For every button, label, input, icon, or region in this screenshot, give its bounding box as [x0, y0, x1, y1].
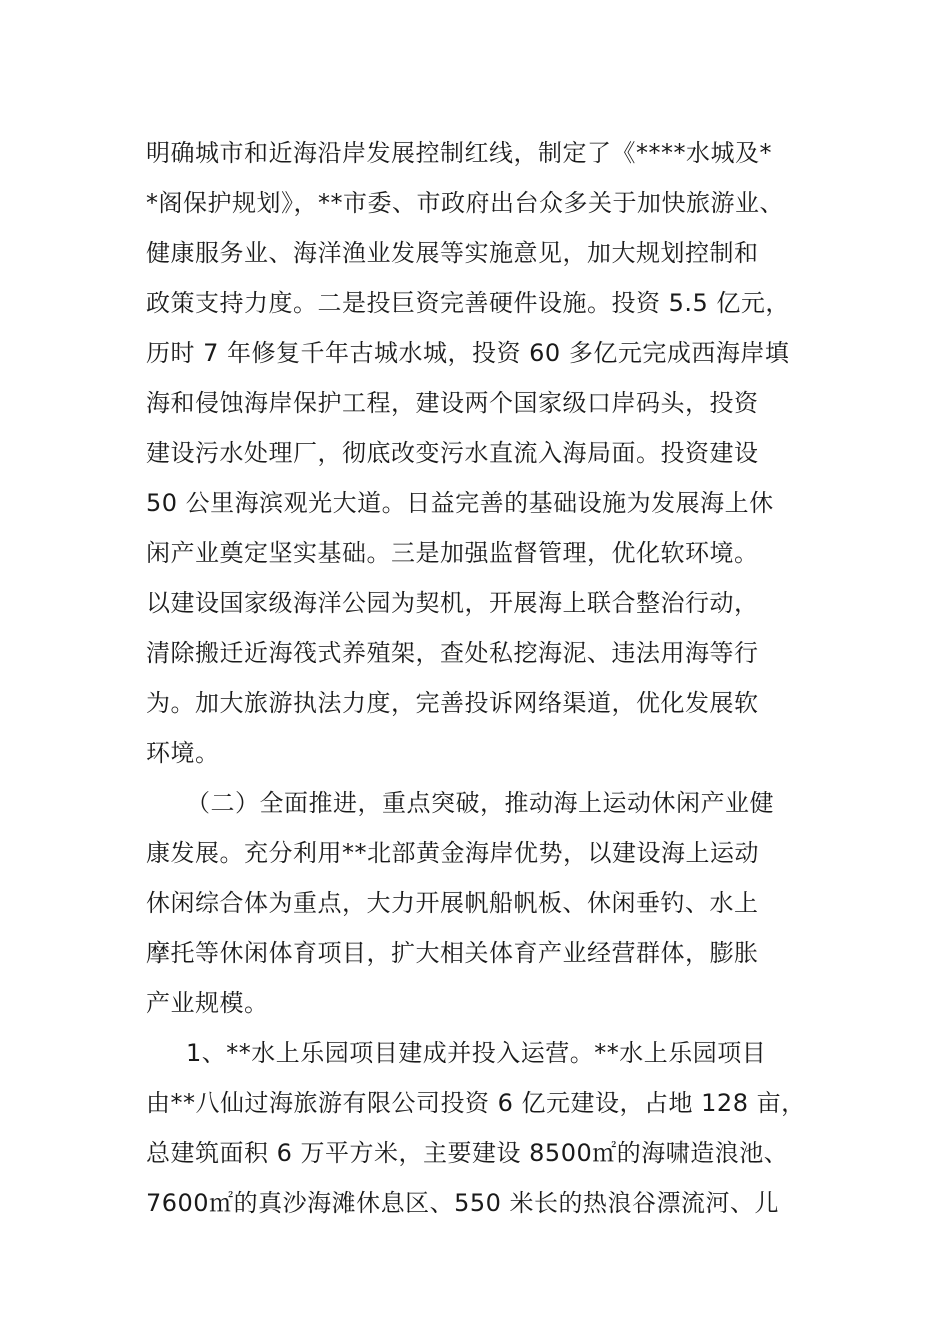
- paragraph-line: 清除搬迁近海筏式养殖架，查处私挖海泥、违法用海等行: [146, 639, 759, 667]
- paragraph-line: 海和侵蚀海岸保护工程，建设两个国家级口岸码头，投资: [146, 389, 759, 417]
- paragraph-line: 产业规模。: [146, 989, 269, 1017]
- paragraph-line: 以建设国家级海洋公园为契机，开展海上联合整治行动，: [146, 589, 759, 617]
- paragraph-line: 由**八仙过海旅游有限公司投资 6 亿元建设，占地 128 亩，: [146, 1089, 806, 1117]
- paragraph-line: 为。加大旅游执法力度，完善投诉网络渠道，优化发展软: [146, 689, 759, 717]
- paragraph-line: 总建筑面积 6 万平方米，主要建设 8500㎡的海啸造浪池、: [146, 1139, 789, 1167]
- paragraph-line: 环境。: [146, 739, 220, 767]
- paragraph-line: 闲产业奠定坚实基础。三是加强监督管理，优化软环境。: [146, 539, 759, 567]
- paragraph-line: 摩托等休闲体育项目，扩大相关体育产业经营群体，膨胀: [146, 939, 759, 967]
- paragraph-line: 休闲综合体为重点，大力开展帆船帆板、休闲垂钓、水上: [146, 889, 759, 917]
- paragraph-line: 50 公里海滨观光大道。日益完善的基础设施为发展海上休: [146, 489, 774, 517]
- subsection-heading-line: 1、**水上乐园项目建成并投入运营。**水上乐园项目: [186, 1039, 767, 1067]
- paragraph-line: *阁保护规划》，**市委、市政府出台众多关于加快旅游业、: [146, 189, 784, 217]
- paragraph-line: 建设污水处理厂，彻底改变污水直流入海局面。投资建设: [146, 439, 759, 467]
- paragraph-line: 康发展。充分利用**北部黄金海岸优势，以建设海上运动: [146, 839, 759, 867]
- paragraph-line: 7600㎡的真沙海滩休息区、550 米长的热浪谷漂流河、儿: [146, 1189, 780, 1217]
- paragraph-line: 健康服务业、海洋渔业发展等实施意见，加大规划控制和: [146, 239, 759, 267]
- paragraph-line: 政策支持力度。二是投巨资完善硬件设施。投资 5.5 亿元，: [146, 289, 790, 317]
- paragraph-line: 明确城市和近海沿岸发展控制红线，制定了《****水城及*: [146, 139, 772, 167]
- section-heading-line: （二）全面推进，重点突破，推动海上运动休闲产业健: [186, 789, 774, 817]
- paragraph-line: 历时 7 年修复千年古城水城，投资 60 多亿元完成西海岸填: [146, 339, 790, 367]
